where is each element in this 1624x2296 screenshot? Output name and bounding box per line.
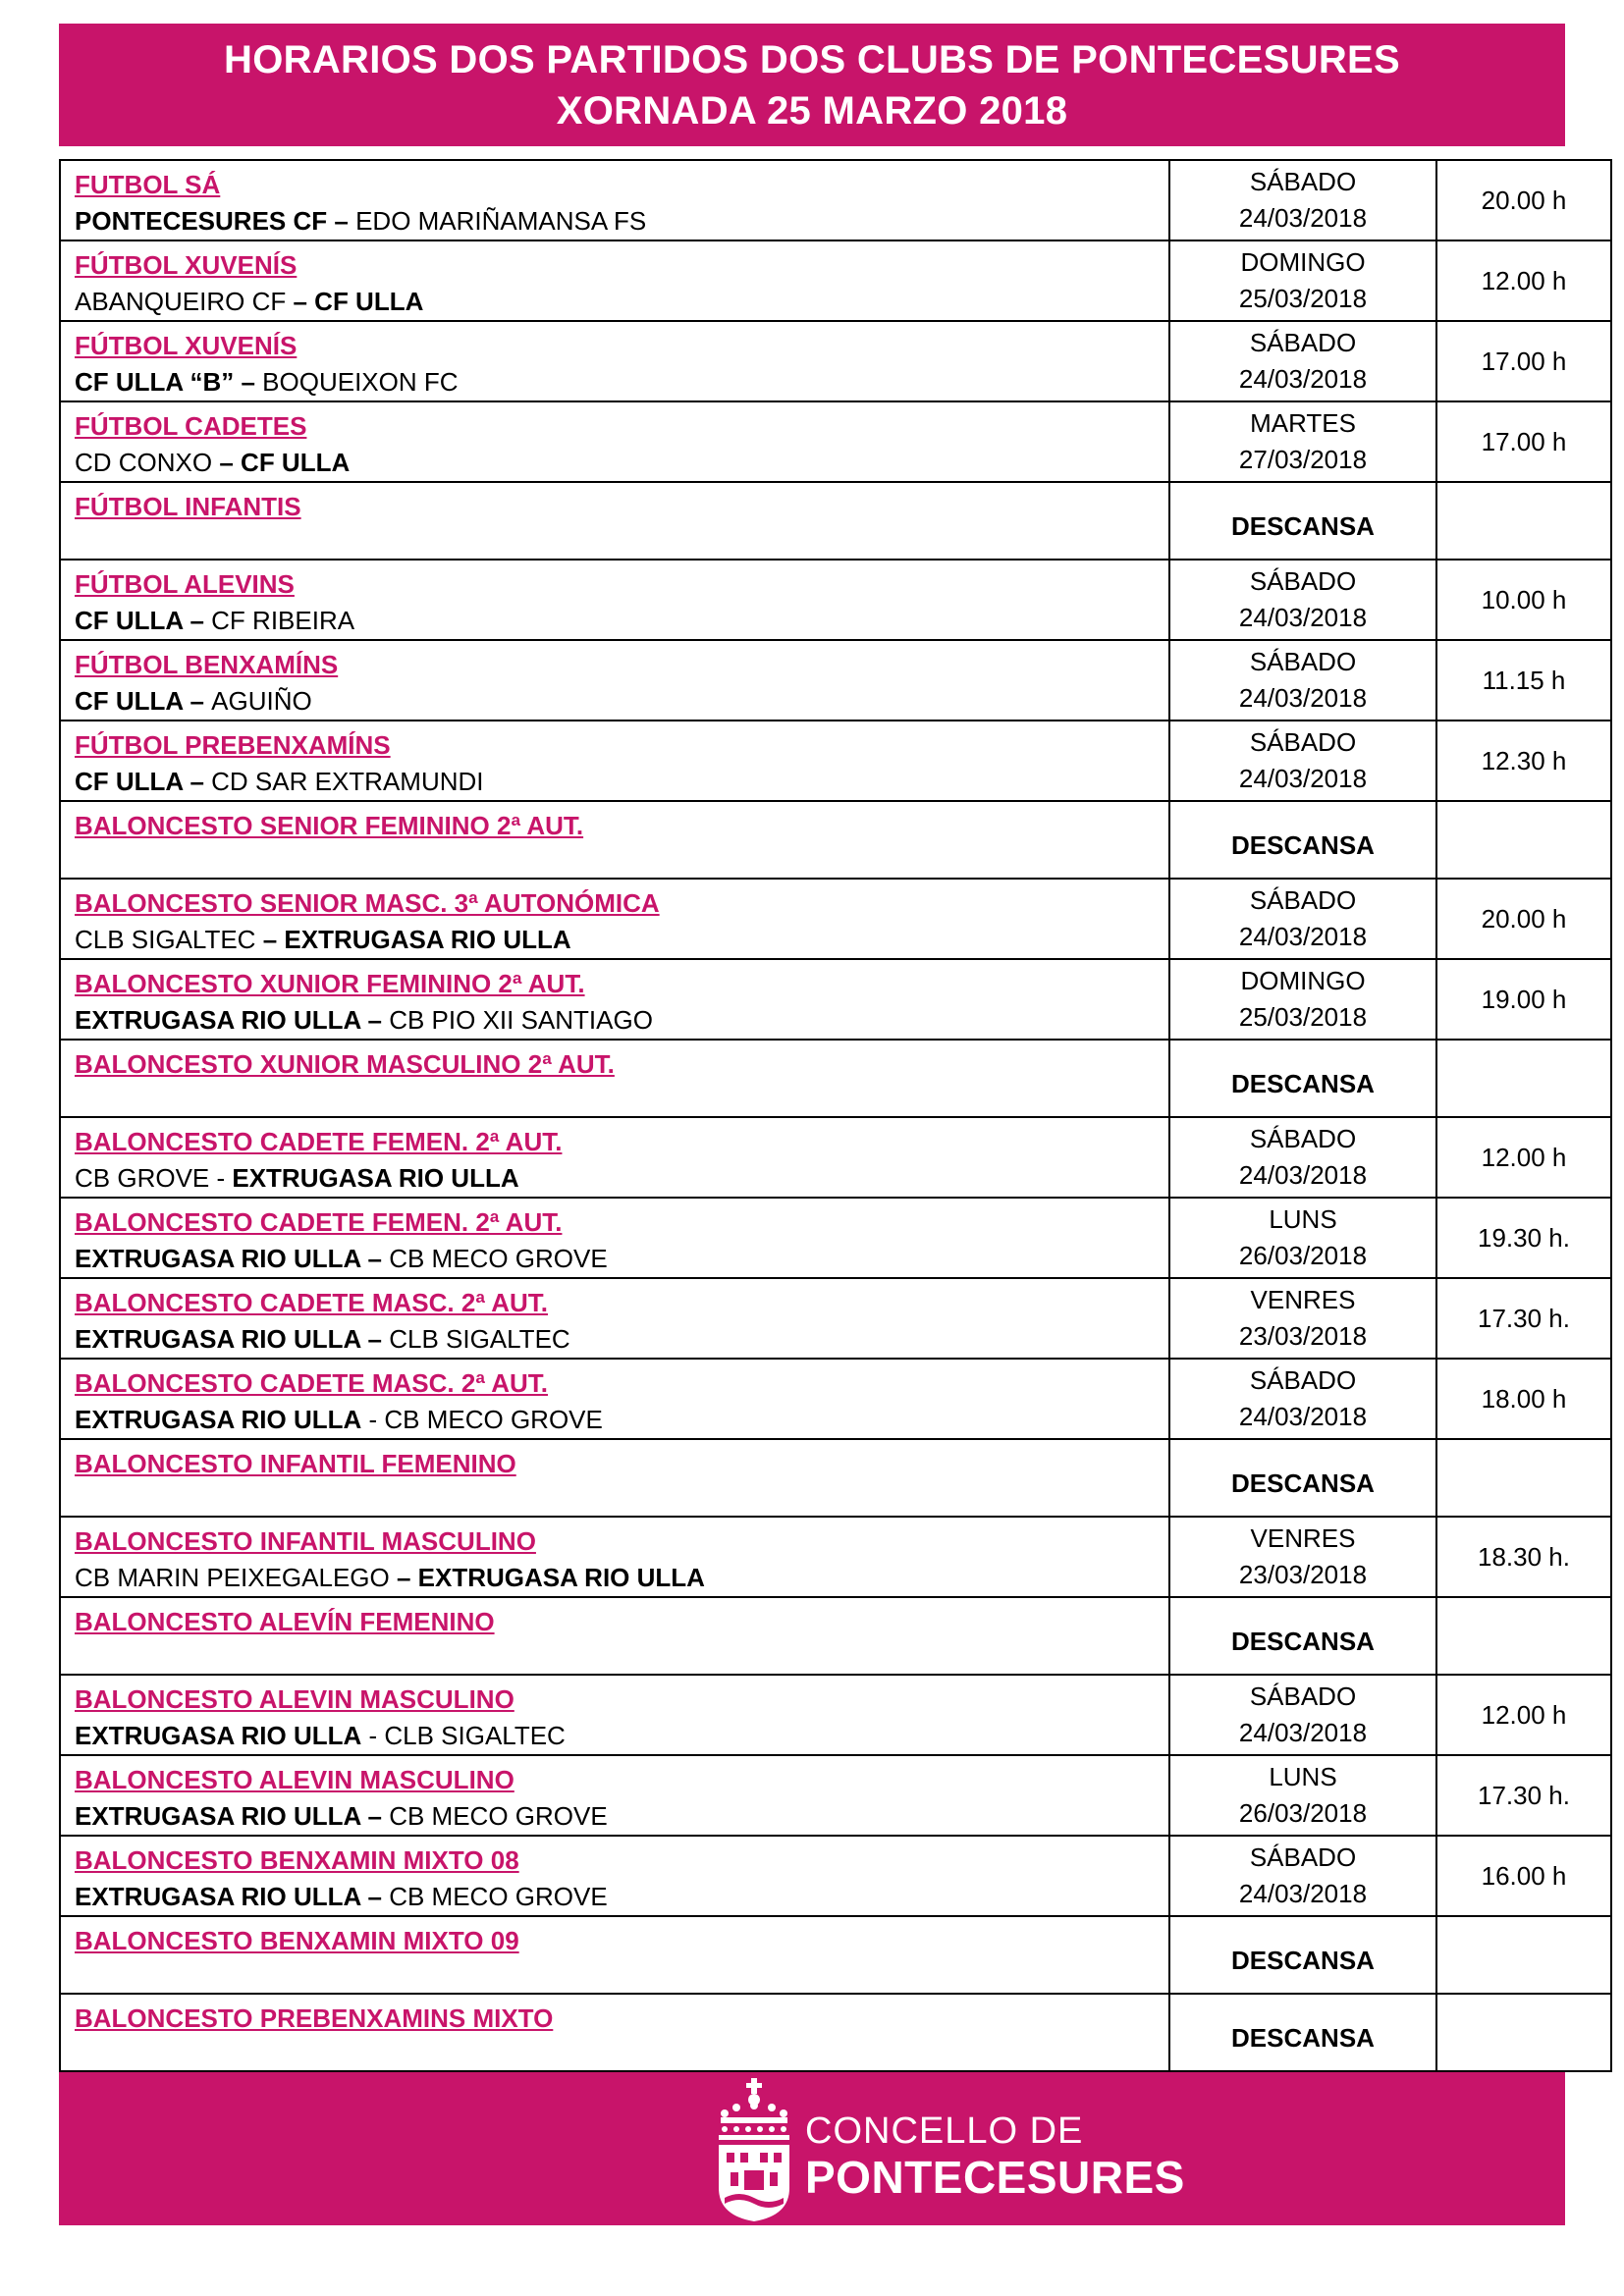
match-cell bbox=[60, 240, 1169, 321]
schedule-row bbox=[60, 1517, 1611, 1597]
match-cell bbox=[60, 1198, 1169, 1278]
date-cell bbox=[1169, 1755, 1436, 1836]
team-name: – bbox=[286, 287, 315, 316]
time-cell: 12.00 h bbox=[1436, 1675, 1611, 1755]
date-cell bbox=[1169, 1836, 1436, 1916]
schedule-row bbox=[60, 959, 1611, 1040]
schedule-row bbox=[60, 1836, 1611, 1916]
match-teams bbox=[75, 922, 1168, 958]
date-cell bbox=[1169, 1040, 1436, 1117]
page-footer bbox=[59, 2072, 1565, 2225]
schedule-row bbox=[60, 1755, 1611, 1836]
team-name: EXTRUGASA RIO ULLA bbox=[417, 1563, 705, 1592]
time-cell: 18.30 h. bbox=[1436, 1517, 1611, 1597]
time-cell bbox=[1436, 801, 1611, 879]
team-name: – bbox=[212, 448, 242, 477]
team-name: CD SAR EXTRAMUNDI bbox=[211, 767, 484, 796]
match-cell bbox=[60, 1597, 1169, 1675]
match-cell bbox=[60, 1359, 1169, 1439]
team-name: EXTRUGASA RIO ULLA bbox=[75, 1721, 362, 1750]
match-teams bbox=[75, 603, 1168, 639]
team-name: EXTRUGASA RIO ULLA bbox=[284, 925, 571, 954]
category-link[interactable]: BALONCESTO CADETE FEMEN. 2ª AUT. bbox=[75, 1207, 563, 1237]
team-name: EXTRUGASA RIO ULLA bbox=[75, 1801, 361, 1831]
schedule-table bbox=[59, 159, 1612, 2072]
time-cell: 17.00 h bbox=[1436, 401, 1611, 482]
match-teams bbox=[75, 445, 1168, 481]
day-label: VENRES bbox=[1250, 1285, 1356, 1314]
date-label: 25/03/2018 bbox=[1238, 1002, 1368, 1032]
team-name: AGUIÑO bbox=[211, 686, 312, 716]
match-cell bbox=[60, 879, 1169, 959]
day-label: SÁBADO bbox=[1249, 1124, 1357, 1153]
team-name: - bbox=[209, 1163, 233, 1193]
team-name: – bbox=[389, 1563, 418, 1592]
match-cell bbox=[60, 1278, 1169, 1359]
team-name: – bbox=[360, 1882, 390, 1911]
team-name: CB PIO XII SANTIAGO bbox=[389, 1005, 653, 1035]
category-link[interactable]: BALONCESTO ALEVÍN FEMENINO bbox=[75, 1607, 495, 1636]
date-cell bbox=[1169, 1597, 1436, 1675]
schedule-row bbox=[60, 1675, 1611, 1755]
category-link[interactable]: FÚTBOL CADETES bbox=[75, 411, 307, 441]
category-link[interactable]: FÚTBOL PREBENXAMÍNS bbox=[75, 730, 391, 760]
date-cell bbox=[1169, 640, 1436, 721]
match-cell bbox=[60, 721, 1169, 801]
team-name: – bbox=[360, 1324, 390, 1354]
team-name: – bbox=[360, 1244, 390, 1273]
match-teams bbox=[75, 764, 1168, 800]
time-cell: 17.00 h bbox=[1436, 321, 1611, 401]
category-link[interactable]: BALONCESTO CADETE MASC. 2ª AUT. bbox=[75, 1288, 548, 1317]
rest-label: DESCANSA bbox=[1231, 1627, 1375, 1656]
team-name: CLB SIGALTEC bbox=[389, 1324, 570, 1354]
date-cell bbox=[1169, 1117, 1436, 1198]
category-link[interactable]: BALONCESTO CADETE MASC. 2ª AUT. bbox=[75, 1368, 548, 1398]
day-label: SÁBADO bbox=[1249, 1682, 1357, 1711]
match-cell bbox=[60, 1675, 1169, 1755]
schedule-row bbox=[60, 1198, 1611, 1278]
category-link[interactable]: FÚTBOL INFANTIS bbox=[75, 492, 301, 521]
schedule-row bbox=[60, 879, 1611, 959]
rest-label: DESCANSA bbox=[1231, 1468, 1375, 1498]
team-name: CB MARIN PEIXEGALEGO bbox=[75, 1563, 390, 1592]
team-name: BOQUEIXON FC bbox=[262, 367, 459, 397]
date-cell bbox=[1169, 1198, 1436, 1278]
category-link[interactable]: BALONCESTO INFANTIL MASCULINO bbox=[75, 1526, 536, 1556]
schedule-row bbox=[60, 640, 1611, 721]
day-label: VENRES bbox=[1250, 1523, 1356, 1553]
team-name: – bbox=[327, 206, 356, 236]
time-cell: 11.15 h bbox=[1436, 640, 1611, 721]
date-label: 24/03/2018 bbox=[1238, 922, 1368, 951]
date-cell bbox=[1169, 1278, 1436, 1359]
schedule-row bbox=[60, 560, 1611, 640]
category-link[interactable]: FÚTBOL ALEVINS bbox=[75, 569, 295, 599]
date-cell bbox=[1169, 401, 1436, 482]
match-cell bbox=[60, 1755, 1169, 1836]
category-link[interactable]: BALONCESTO CADETE FEMEN. 2ª AUT. bbox=[75, 1127, 563, 1156]
match-cell bbox=[60, 959, 1169, 1040]
team-name: – bbox=[183, 767, 212, 796]
category-link[interactable]: BALONCESTO ALEVIN MASCULINO bbox=[75, 1684, 514, 1714]
header-title: HORARIOS DOS PARTIDOS DOS CLUBS DE PONTECESURES bbox=[224, 37, 1400, 81]
match-teams bbox=[75, 1241, 1168, 1277]
time-cell: 10.00 h bbox=[1436, 560, 1611, 640]
match-cell bbox=[60, 1836, 1169, 1916]
date-cell bbox=[1169, 959, 1436, 1040]
date-cell bbox=[1169, 879, 1436, 959]
match-teams bbox=[75, 1718, 1168, 1754]
day-label: DOMINGO bbox=[1240, 247, 1366, 277]
day-label: SÁBADO bbox=[1249, 566, 1357, 596]
team-name: CLB SIGALTEC bbox=[75, 925, 256, 954]
team-name: CD CONXO bbox=[75, 448, 213, 477]
team-name: EXTRUGASA RIO ULLA bbox=[75, 1405, 362, 1434]
schedule-row bbox=[60, 1359, 1611, 1439]
day-label: MARTES bbox=[1250, 408, 1356, 438]
schedule-row bbox=[60, 160, 1611, 240]
schedule-row bbox=[60, 1040, 1611, 1117]
day-label: LUNS bbox=[1269, 1204, 1337, 1234]
team-name: – bbox=[360, 1801, 390, 1831]
date-label: 23/03/2018 bbox=[1238, 1321, 1368, 1351]
time-cell: 17.30 h. bbox=[1436, 1278, 1611, 1359]
date-cell bbox=[1169, 482, 1436, 560]
time-cell bbox=[1436, 482, 1611, 560]
team-name: - bbox=[361, 1405, 385, 1434]
match-cell bbox=[60, 1117, 1169, 1198]
date-cell bbox=[1169, 801, 1436, 879]
day-label: SÁBADO bbox=[1249, 885, 1357, 915]
team-name: CLB SIGALTEC bbox=[384, 1721, 566, 1750]
team-name: CF ULLA bbox=[75, 686, 184, 716]
schedule-row bbox=[60, 721, 1611, 801]
team-name: CB MECO GROVE bbox=[384, 1405, 603, 1434]
date-cell bbox=[1169, 1359, 1436, 1439]
schedule-row bbox=[60, 401, 1611, 482]
team-name: ABANQUEIRO CF bbox=[75, 287, 287, 316]
date-cell bbox=[1169, 1675, 1436, 1755]
date-label: 24/03/2018 bbox=[1238, 1402, 1368, 1431]
time-cell bbox=[1436, 1597, 1611, 1675]
date-label: 24/03/2018 bbox=[1238, 603, 1368, 632]
match-cell bbox=[60, 482, 1169, 560]
date-cell bbox=[1169, 1994, 1436, 2071]
crest-icon bbox=[715, 2078, 793, 2223]
rest-label: DESCANSA bbox=[1231, 2023, 1375, 2053]
day-label: SÁBADO bbox=[1249, 647, 1357, 676]
date-label: 25/03/2018 bbox=[1238, 284, 1368, 313]
match-cell bbox=[60, 401, 1169, 482]
time-cell: 19.00 h bbox=[1436, 959, 1611, 1040]
match-teams bbox=[75, 284, 1168, 320]
match-teams bbox=[75, 1402, 1168, 1438]
team-name: CF ULLA bbox=[75, 606, 184, 635]
date-label: 26/03/2018 bbox=[1238, 1241, 1368, 1270]
date-label: 27/03/2018 bbox=[1238, 445, 1368, 474]
date-label: 24/03/2018 bbox=[1238, 1879, 1368, 1908]
team-name: EDO MARIÑAMANSA FS bbox=[355, 206, 647, 236]
time-cell bbox=[1436, 1994, 1611, 2071]
date-cell bbox=[1169, 1517, 1436, 1597]
rest-label: DESCANSA bbox=[1231, 1069, 1375, 1098]
category-link[interactable]: BALONCESTO XUNIOR FEMININO 2ª AUT. bbox=[75, 969, 585, 998]
date-cell bbox=[1169, 1439, 1436, 1517]
day-label: SÁBADO bbox=[1249, 1842, 1357, 1872]
time-cell bbox=[1436, 1439, 1611, 1517]
team-name: EXTRUGASA RIO ULLA bbox=[232, 1163, 519, 1193]
date-cell bbox=[1169, 721, 1436, 801]
schedule-row bbox=[60, 1439, 1611, 1517]
rest-label: DESCANSA bbox=[1231, 1946, 1375, 1975]
category-link[interactable]: FÚTBOL BENXAMÍNS bbox=[75, 650, 339, 679]
day-label: DOMINGO bbox=[1240, 966, 1366, 995]
category-link[interactable]: FÚTBOL XUVENÍS bbox=[75, 331, 298, 360]
match-teams bbox=[75, 203, 1168, 240]
team-name: – bbox=[255, 925, 285, 954]
team-name: EXTRUGASA RIO ULLA bbox=[75, 1244, 361, 1273]
date-label: 24/03/2018 bbox=[1238, 1718, 1368, 1747]
time-cell: 16.00 h bbox=[1436, 1836, 1611, 1916]
team-name: – bbox=[234, 367, 263, 397]
footer-line1: CONCELLO DE bbox=[805, 2110, 1084, 2152]
match-cell bbox=[60, 1040, 1169, 1117]
schedule-row bbox=[60, 1597, 1611, 1675]
match-teams bbox=[75, 1321, 1168, 1358]
team-name: CB GROVE bbox=[75, 1163, 210, 1193]
match-teams bbox=[75, 1160, 1168, 1197]
page-header bbox=[59, 24, 1565, 146]
date-cell bbox=[1169, 560, 1436, 640]
schedule-row bbox=[60, 1278, 1611, 1359]
schedule-row bbox=[60, 1117, 1611, 1198]
date-label: 24/03/2018 bbox=[1238, 683, 1368, 713]
team-name: - bbox=[361, 1721, 385, 1750]
category-link[interactable]: BALONCESTO SENIOR FEMININO 2ª AUT. bbox=[75, 811, 584, 840]
category-link[interactable]: BALONCESTO BENXAMIN MIXTO 09 bbox=[75, 1926, 519, 1955]
time-cell: 20.00 h bbox=[1436, 879, 1611, 959]
match-cell bbox=[60, 640, 1169, 721]
team-name: CF ULLA bbox=[314, 287, 424, 316]
date-cell bbox=[1169, 160, 1436, 240]
date-label: 24/03/2018 bbox=[1238, 203, 1368, 233]
date-cell bbox=[1169, 240, 1436, 321]
category-link[interactable]: FÚTBOL XUVENÍS bbox=[75, 250, 298, 280]
date-label: 24/03/2018 bbox=[1238, 1160, 1368, 1190]
schedule-row bbox=[60, 801, 1611, 879]
category-link[interactable]: BALONCESTO SENIOR MASC. 3ª AUTONÓMICA bbox=[75, 888, 660, 918]
team-name: CF RIBEIRA bbox=[211, 606, 355, 635]
team-name: CF ULLA “B” bbox=[75, 367, 235, 397]
schedule-row bbox=[60, 321, 1611, 401]
day-label: SÁBADO bbox=[1249, 328, 1357, 357]
time-cell: 12.00 h bbox=[1436, 1117, 1611, 1198]
day-label: LUNS bbox=[1269, 1762, 1337, 1791]
team-name: – bbox=[183, 686, 212, 716]
category-link[interactable]: BALONCESTO PREBENXAMINS MIXTO bbox=[75, 2003, 554, 2033]
schedule-body bbox=[60, 160, 1611, 2071]
time-cell bbox=[1436, 1040, 1611, 1117]
match-teams bbox=[75, 1879, 1168, 1915]
team-name: CB MECO GROVE bbox=[389, 1801, 608, 1831]
time-cell: 12.30 h bbox=[1436, 721, 1611, 801]
team-name: EXTRUGASA RIO ULLA bbox=[75, 1324, 361, 1354]
date-cell bbox=[1169, 321, 1436, 401]
match-cell bbox=[60, 1439, 1169, 1517]
match-teams bbox=[75, 1798, 1168, 1835]
rest-label: DESCANSA bbox=[1231, 830, 1375, 860]
team-name: – bbox=[183, 606, 212, 635]
team-name: – bbox=[360, 1005, 390, 1035]
match-cell bbox=[60, 1916, 1169, 1994]
team-name: PONTECESURES CF bbox=[75, 206, 328, 236]
match-cell bbox=[60, 801, 1169, 879]
team-name: EXTRUGASA RIO ULLA bbox=[75, 1882, 361, 1911]
match-teams bbox=[75, 683, 1168, 720]
match-cell bbox=[60, 321, 1169, 401]
header-subtitle: XORNADA 25 MARZO 2018 bbox=[556, 88, 1068, 133]
match-teams bbox=[75, 1002, 1168, 1039]
rest-label: DESCANSA bbox=[1231, 511, 1375, 541]
day-label: SÁBADO bbox=[1249, 167, 1357, 196]
footer-text bbox=[805, 2109, 1185, 2202]
schedule-row bbox=[60, 240, 1611, 321]
match-cell bbox=[60, 1517, 1169, 1597]
date-cell bbox=[1169, 1916, 1436, 1994]
footer-line2: PONTECESURES bbox=[805, 2152, 1185, 2203]
date-label: 24/03/2018 bbox=[1238, 764, 1368, 793]
category-link[interactable]: BALONCESTO INFANTIL FEMENINO bbox=[75, 1449, 516, 1478]
category-link[interactable]: BALONCESTO XUNIOR MASCULINO 2ª AUT. bbox=[75, 1049, 615, 1079]
schedule-row bbox=[60, 1916, 1611, 1994]
time-cell: 20.00 h bbox=[1436, 160, 1611, 240]
time-cell bbox=[1436, 1916, 1611, 1994]
match-cell bbox=[60, 560, 1169, 640]
match-cell bbox=[60, 160, 1169, 240]
team-name: CB MECO GROVE bbox=[389, 1244, 608, 1273]
match-teams bbox=[75, 364, 1168, 400]
day-label: SÁBADO bbox=[1249, 727, 1357, 757]
schedule-row bbox=[60, 482, 1611, 560]
team-name: CF ULLA bbox=[75, 767, 184, 796]
category-link[interactable]: FUTBOL SÁ bbox=[75, 170, 221, 199]
team-name: CB MECO GROVE bbox=[389, 1882, 608, 1911]
time-cell: 17.30 h. bbox=[1436, 1755, 1611, 1836]
schedule-row bbox=[60, 1994, 1611, 2071]
category-link[interactable]: BALONCESTO BENXAMIN MIXTO 08 bbox=[75, 1845, 519, 1875]
match-teams bbox=[75, 1560, 1168, 1596]
day-label: SÁBADO bbox=[1249, 1365, 1357, 1395]
time-cell: 19.30 h. bbox=[1436, 1198, 1611, 1278]
team-name: CF ULLA bbox=[241, 448, 351, 477]
time-cell: 18.00 h bbox=[1436, 1359, 1611, 1439]
category-link[interactable]: BALONCESTO ALEVIN MASCULINO bbox=[75, 1765, 514, 1794]
date-label: 23/03/2018 bbox=[1238, 1560, 1368, 1589]
date-label: 26/03/2018 bbox=[1238, 1798, 1368, 1828]
time-cell: 12.00 h bbox=[1436, 240, 1611, 321]
match-cell bbox=[60, 1994, 1169, 2071]
team-name: EXTRUGASA RIO ULLA bbox=[75, 1005, 361, 1035]
date-label: 24/03/2018 bbox=[1238, 364, 1368, 394]
